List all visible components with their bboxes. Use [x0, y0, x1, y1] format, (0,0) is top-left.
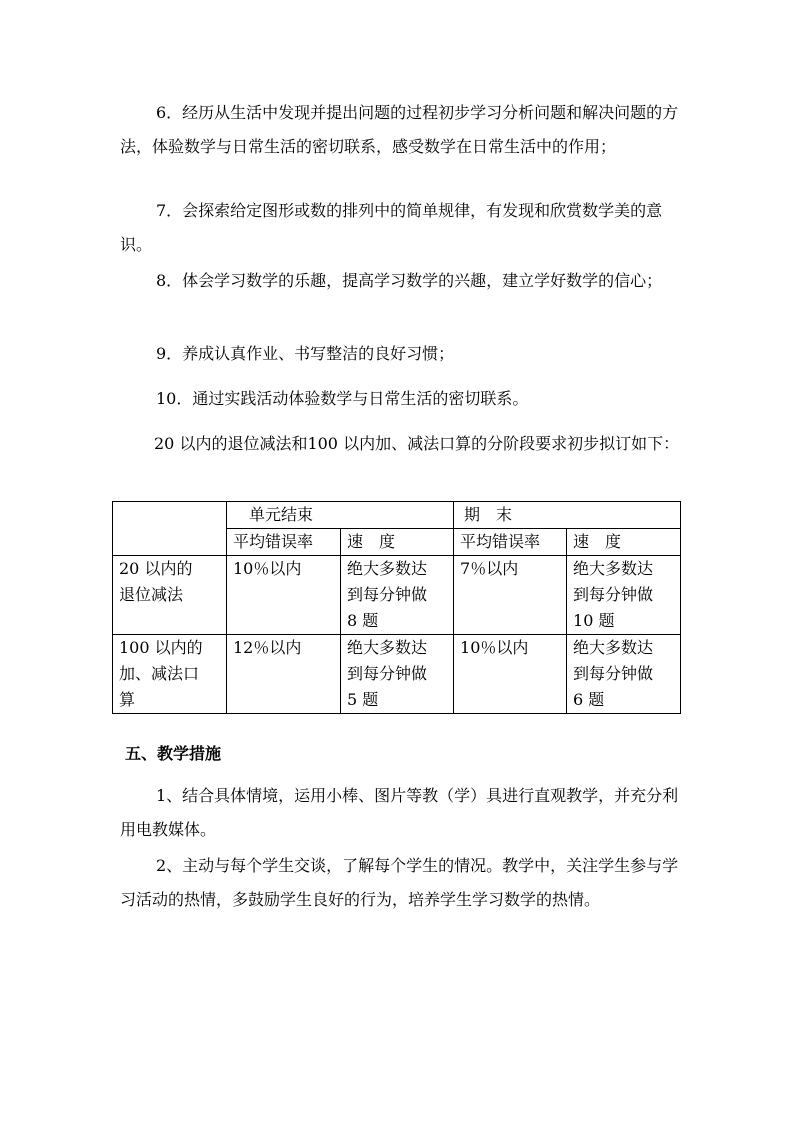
row-label: 100 以内的 加、减法口 算	[113, 635, 227, 714]
paragraph-item-7: 7．会探索给定图形或数的排列中的简单规律，有发现和欣赏数学美的意识。	[120, 201, 663, 254]
group-header-term-end: 期 末	[454, 502, 681, 529]
paragraph-item-9: 9．养成认真作业、书写整洁的良好习惯；	[156, 344, 455, 363]
table-cell: 绝大多数达 到每分钟做 6 题	[567, 635, 681, 714]
group-header-unit-end: 单元结束	[227, 502, 454, 529]
paragraph-item-10: 10．通过实践活动体验数学与日常生活的密切联系。	[156, 389, 529, 408]
paragraph-item-8: 8．体会学习数学的乐趣，提高学习数学的兴趣，建立学好数学的信心；	[156, 271, 663, 290]
subheader-speed: 速 度	[567, 529, 681, 556]
measure-paragraph-2: 2、主动与每个学生交谈，了解每个学生的情况。教学中，关注学生参与学习活动的热情，多鼓励学生良好的行为，培养学生学习数学的热情。	[120, 856, 679, 909]
table-cell: 10％以内	[454, 635, 567, 714]
table-cell: 绝大多数达 到每分钟做 5 题	[341, 635, 454, 714]
requirements-table	[112, 501, 681, 714]
table-cell: 绝大多数达 到每分钟做 10 题	[567, 556, 681, 635]
table-intro-paragraph: 20 以内的退位减法和100 以内加、减法口算的分阶段要求初步拟订如下：	[154, 434, 680, 453]
table-cell: 绝大多数达 到每分钟做 8 题	[341, 556, 454, 635]
table-row	[113, 635, 681, 714]
section-heading: 五、教学措施	[125, 744, 222, 763]
table-row	[113, 556, 681, 635]
table-corner-cell	[113, 502, 227, 556]
measure-paragraph-1: 1、结合具体情境，运用小棒、图片等教（学）具进行直观教学，并充分利用电教媒体。	[120, 786, 679, 839]
table-cell: 7％以内	[454, 556, 567, 635]
table-cell: 10％以内	[227, 556, 341, 635]
table-cell: 12％以内	[227, 635, 341, 714]
subheader-error-rate: 平均错误率	[454, 529, 567, 556]
row-label: 20 以内的 退位减法	[113, 556, 227, 635]
subheader-speed: 速 度	[341, 529, 454, 556]
subheader-error-rate: 平均错误率	[227, 529, 341, 556]
paragraph-item-6: 6．经历从生活中发现并提出问题的过程初步学习分析问题和解决问题的方法，体验数学与日常生活的密切联系，感受数学在日常生活中的作用；	[120, 103, 679, 156]
table-header-row	[113, 502, 681, 529]
